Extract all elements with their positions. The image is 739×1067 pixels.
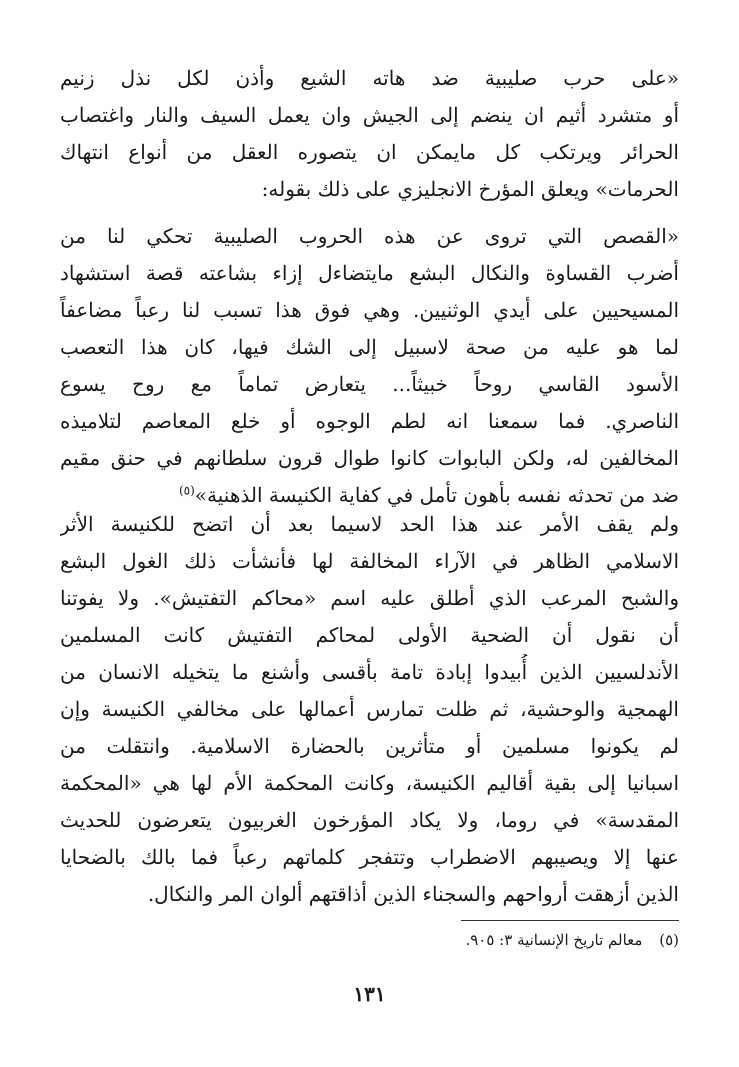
text-line: أو متشرد أثيم ان ينضم إلى الجيش وان يعمل السيف والنار واغتصاب xyxy=(60,103,679,127)
text-line: أضرب القساوة والنكال البشع مايتضاءل إزاء بشاعته قصة استشهاد xyxy=(60,261,679,285)
footnote-divider xyxy=(461,920,679,921)
text-line: الحرمات» ويعلق المؤرخ الانجليزي على ذلك بقوله: xyxy=(261,177,679,201)
text-line: المقدسة» في روما، ولا يكاد المؤرخون الغربيون يتعرضون للحديث xyxy=(60,808,679,832)
footnote-number: (٥) xyxy=(659,931,679,949)
text-line: الذين أزهقت أرواحهم والسجناء الذين أذاقتهم ألوان المر والنكال. xyxy=(147,882,679,906)
text-line: لما هو عليه من صحة لاسبيل إلى الشك فيها، كان هذا التعصب xyxy=(60,335,679,359)
text-line: أن نقول أن الضحية الأولى لمحاكم التفتيش كانت المسلمين xyxy=(60,623,679,647)
quote-last-line-text: ضد من تحدثه نفسه بأهون تأمل في كفاية الكنيسة الذهنية» xyxy=(194,483,679,507)
footnote-text: معالم تاريخ الإنسانية ٣: ٩٠٥. xyxy=(465,931,643,949)
text-line: الناصري. فما سمعنا انه لطم الوجوه أو خلع المعاصم لتلاميذه xyxy=(60,409,679,433)
text-line: عنها إلا ويصيبهم الاضطراب وتتفجر كلماتهم رعباً فما بالك بالضحايا xyxy=(60,845,679,869)
paragraph-3 xyxy=(60,506,679,913)
text-line: الاسلامي الظاهر في الآراء المخالفة لها فأنشأت ذلك الغول البشع xyxy=(60,549,679,573)
text-line: الهمجية والوحشية، ثم ظلت تمارس أعمالها على مخالفي الكنيسة وإن xyxy=(60,697,679,721)
paragraph-1 xyxy=(60,60,679,208)
text-line: والشبح المرعب الذي أطلق عليه اسم «محاكم التفتيش». ولا يفوتنا xyxy=(60,586,679,610)
text-line: المخالفين له، ولكن البابوات كانوا طوال قرون سلطانهم في حنق مقيم xyxy=(60,446,679,470)
text-line: ولم يقف الأمر عند هذا الحد لاسيما بعد أن اتضح للكنيسة الأثر xyxy=(60,512,679,536)
text-line: لم يكونوا مسلمين أو متأثرين بالحضارة الاسلامية. وانتقلت من xyxy=(60,734,679,758)
text-line: الأندلسيين الذين أُبيدوا إبادة تامة بأقسى وأشنع ما يتخيله الانسان من xyxy=(60,660,679,684)
page-number: ١٣١ xyxy=(353,982,386,1006)
text-line: الحرائر ويرتكب كل مايمكن ان يتصوره العقل من أنواع انتهاك xyxy=(60,140,679,164)
text-line: الأسود القاسي روحاً خبيثاً... يتعارض تماماً مع روح يسوع xyxy=(60,372,679,396)
text-line: «القصص التي تروى عن هذه الحروب الصليبية تحكي لنا من xyxy=(60,224,679,248)
footnote xyxy=(60,928,679,952)
text-line: «على حرب صليبية ضد هاته الشيع وأذن لكل نذل زنيم xyxy=(60,66,679,90)
text-line: المسيحيين على أيدي الوثنيين. وهي فوق هذا تسبب لنا رعباً مضاعفاً xyxy=(60,298,679,322)
footnote-reference: (٥) xyxy=(178,483,195,498)
quote-paragraph xyxy=(60,218,679,514)
text-line: اسبانيا إلى بقية أقاليم الكنيسة، وكانت المحكمة الأم لها هي «المحكمة xyxy=(60,771,679,795)
